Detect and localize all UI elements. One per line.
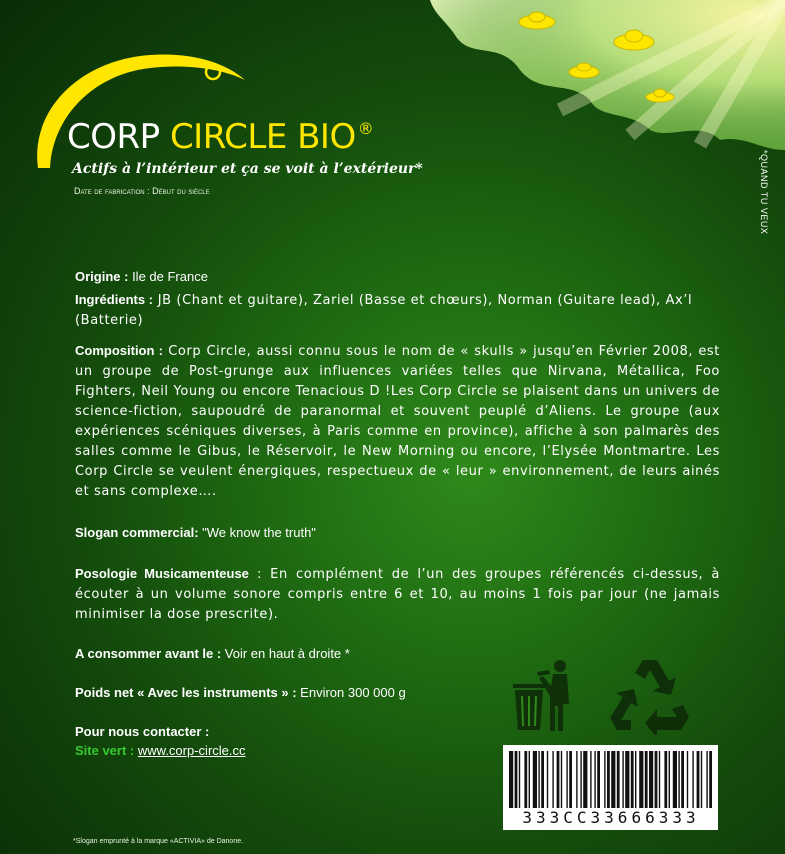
- slogan-label: Slogan commercial:: [75, 525, 199, 540]
- poids-value: Environ 300 000 g: [296, 685, 406, 700]
- fabrication-date: Date de fabrication : Début du siècle: [74, 186, 210, 196]
- origine-value: Ile de France: [128, 269, 208, 284]
- ingredients-value: JB (Chant et guitare), Zariel (Basse et chœurs), Norman (Guitare lead), Ax’l (Batterie): [75, 293, 693, 328]
- ingredients-line: [75, 290, 720, 330]
- brand-name-yellow: CIRCLE BIO: [169, 117, 356, 157]
- consommer-value: Voir en haut à droite *: [221, 646, 350, 661]
- site-label: Site vert :: [75, 743, 135, 758]
- contact-label: Pour nous contacter :: [75, 724, 210, 739]
- tagline: Actifs à l’intérieur et ça se voit à l’extérieur*: [72, 161, 423, 177]
- side-note: *QUAND TU VEUX: [759, 150, 769, 235]
- poids-label: Poids net « Avec les instruments » :: [75, 685, 297, 700]
- consommer-label: A consommer avant le :: [75, 646, 222, 661]
- ingredients-label: Ingrédients :: [75, 292, 154, 307]
- composition-value: Corp Circle, aussi connu sous le nom de « skulls » jusqu’en Février 2008, est un groupe de Post-grunge aux influences variées telles que Nirvana, Métallica, Foo Fighters, Neil Young ou encore Tenacious D !Les Corp Circle se plaisent dans un univers de science-fiction, saupoudré de paranormal et souvent peuplé d’Aliens. Le groupe (aux expériences scéniques diverses, à Paris comme en province), affiche à son palmarès des salles comme le Gibus, le Réservoir, le New Morning ou encore, l’Elysée Montmartre. Les Corp Circle se veulent énergiques, respectueux de « leur » environnement, de leurs ainés et sans complexe….: [75, 344, 720, 499]
- registered-mark: ®: [357, 119, 374, 138]
- composition-label: Composition :: [75, 343, 163, 358]
- site-link[interactable]: www.corp-circle.cc: [137, 743, 246, 758]
- composition-paragraph: [75, 341, 720, 501]
- footnote: *Slogan emprunté à la marque «ACTIVIA» de Danone.: [73, 838, 244, 845]
- slogan-value: "We know the truth": [198, 525, 316, 540]
- trash-bin-icon: [505, 656, 585, 736]
- brand-name-white: CORP: [67, 117, 170, 157]
- brand-title: [67, 117, 373, 157]
- origine-label: Origine :: [75, 269, 129, 284]
- posologie-paragraph: [75, 564, 720, 624]
- barcode-number: 333CC33666333: [506, 808, 716, 827]
- slogan-line: [75, 523, 720, 542]
- posologie-value: : En complément de l’un des groupes référencés ci-dessus, à écouter à un volume sonore compris entre 6 et 10, au moins 1 fois par jour (ne jamais minimiser la dose prescrite).: [75, 567, 720, 622]
- posologie-label: Posologie Musicamenteuse: [75, 566, 249, 581]
- recycle-icon: [605, 655, 695, 735]
- origine-line: [75, 267, 720, 286]
